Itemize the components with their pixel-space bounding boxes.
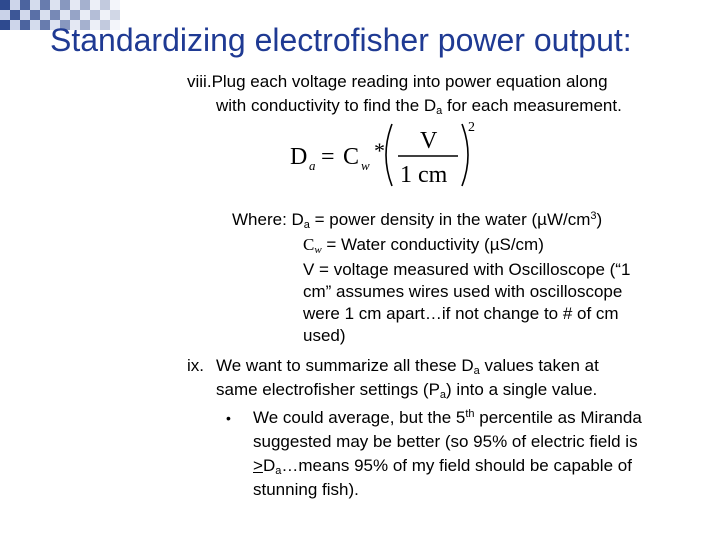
formula-cw-sub: w bbox=[361, 158, 370, 173]
checker-square bbox=[90, 0, 100, 10]
checker-square bbox=[90, 10, 100, 20]
checker-square bbox=[20, 0, 30, 10]
formula-numerator: V bbox=[420, 128, 438, 154]
checker-square bbox=[60, 0, 70, 10]
checker-square bbox=[20, 10, 30, 20]
checker-square bbox=[50, 0, 60, 10]
step-ix-line2: same electrofisher settings $(P_a)$ into a single value. bbox=[216, 380, 598, 401]
checker-square bbox=[40, 10, 50, 20]
where-v-line4: used) bbox=[303, 326, 346, 345]
where-v-line3: were 1 cm apart…if not change to # of cm bbox=[303, 304, 619, 323]
checker-square bbox=[30, 20, 40, 30]
checker-square bbox=[30, 0, 40, 10]
formula-exponent: 2 bbox=[468, 120, 475, 135]
checker-square bbox=[100, 0, 110, 10]
formula-denominator: 1 cm bbox=[400, 162, 448, 188]
checker-square bbox=[10, 10, 20, 20]
checker-square bbox=[100, 10, 110, 20]
step-viii-line2: with conductivity to find the $D_a$ for each measurement. bbox=[216, 96, 622, 117]
checker-square bbox=[40, 0, 50, 10]
bullet-line4: stunning fish). bbox=[253, 480, 359, 499]
formula-cw: C bbox=[343, 144, 360, 170]
checker-square bbox=[70, 10, 80, 20]
bullet-line2: suggested may be better (so 95% of electric field is bbox=[253, 432, 638, 451]
formula-times: * bbox=[374, 138, 385, 163]
formula-equals: = bbox=[321, 144, 335, 170]
checker-square bbox=[80, 0, 90, 10]
where-cw-definition: $C_w$ = Water conductivity (µS/cm) bbox=[303, 235, 544, 256]
checker-square bbox=[50, 10, 60, 20]
formula-lhs: D bbox=[290, 144, 308, 170]
step-viii-marker: viii. bbox=[187, 72, 212, 91]
checker-square bbox=[70, 0, 80, 10]
checker-square bbox=[10, 0, 20, 10]
checker-square bbox=[0, 0, 10, 10]
bullet-icon: • bbox=[226, 410, 231, 426]
checker-square bbox=[0, 10, 10, 20]
formula-lhs-sub: a bbox=[309, 158, 316, 173]
step-viii-line1: viii.Plug each voltage reading into power equation along bbox=[187, 72, 608, 91]
slide-title: Standardizing electrofisher power output: bbox=[50, 22, 632, 58]
where-v-line1: V = voltage measured with Oscilloscope (“1 bbox=[303, 260, 631, 279]
checker-square bbox=[40, 20, 50, 30]
power-density-formula bbox=[288, 118, 488, 192]
checker-square bbox=[20, 20, 30, 30]
step-ix-line1: We want to summarize all these $D_a$ values taken at bbox=[216, 356, 599, 377]
checker-square bbox=[80, 10, 90, 20]
formula-left-paren bbox=[386, 124, 392, 186]
checker-square bbox=[110, 0, 120, 10]
checker-square bbox=[0, 20, 10, 30]
checker-square bbox=[30, 10, 40, 20]
where-v-line2: cm” assumes wires used with oscilloscope bbox=[303, 282, 623, 301]
checker-square bbox=[10, 20, 20, 30]
bullet-line1: We could average, but the 5th percentile as Miranda bbox=[253, 408, 642, 427]
checker-square bbox=[60, 10, 70, 20]
bullet-line3: $>D_a\dots means$ 95% of my field should be capable of bbox=[253, 456, 632, 477]
where-da-definition: Where: $D_a$ = power density in the water $(\mu W/cm^3)$ bbox=[232, 210, 603, 231]
step-ix-marker: ix. bbox=[187, 356, 204, 375]
checker-square bbox=[110, 10, 120, 20]
